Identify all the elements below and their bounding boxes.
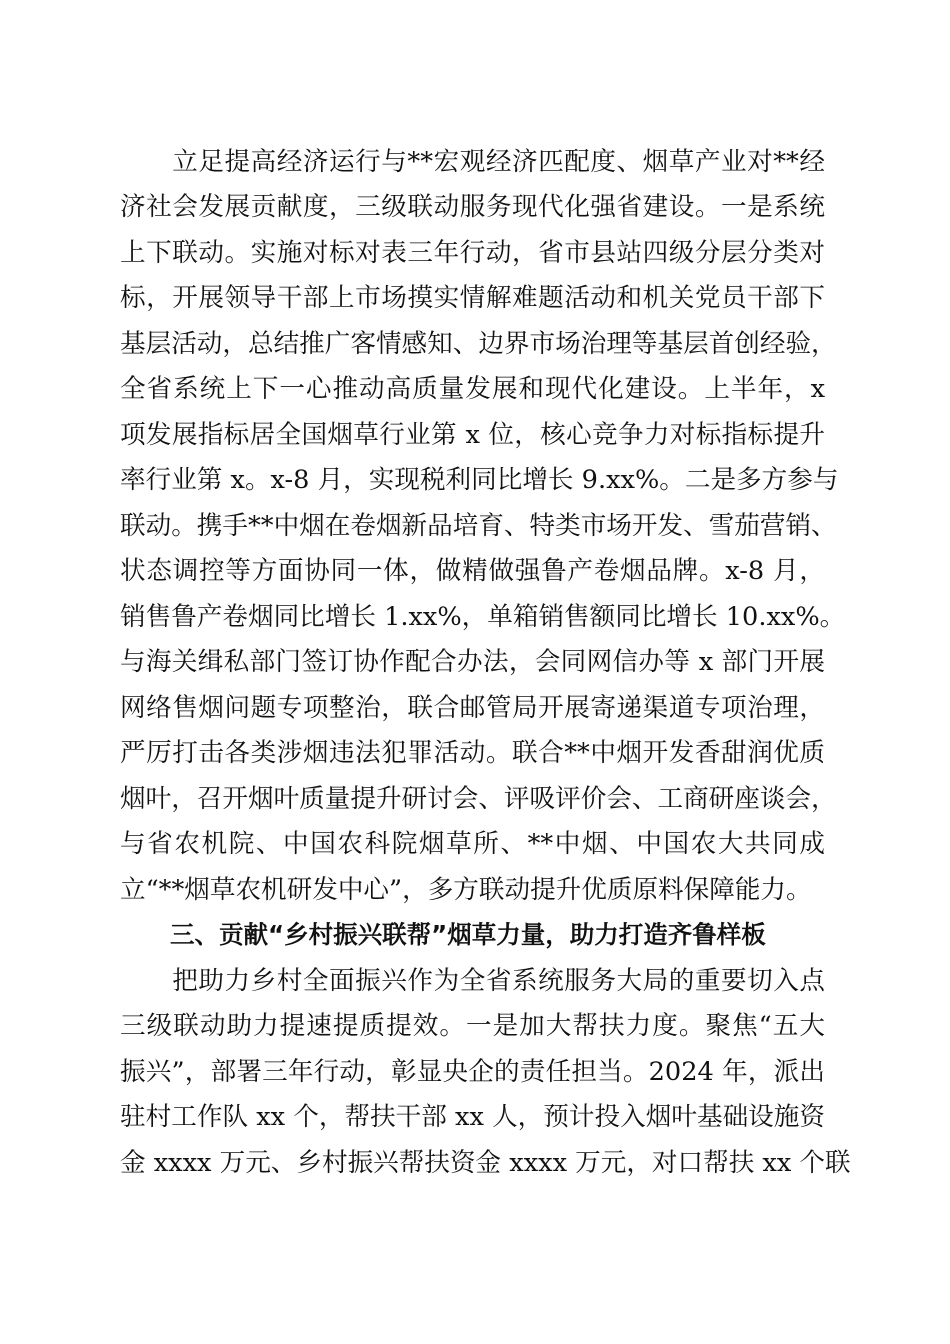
paragraph-line: 网络售烟问题专项整治，联合邮管局开展寄递渠道专项治理， (120, 693, 825, 723)
paragraph-line: 立足提高经济运行与**宏观经济匹配度、烟草产业对**经 (120, 147, 825, 177)
paragraph-line: 与海关缉私部门签订协作配合办法，会同网信办等 x 部门开展 (120, 647, 825, 677)
paragraph-line: 立“**烟草农机研发中心”，多方联动提升优质原料保障能力。 (120, 875, 812, 905)
paragraph-line: 全省系统上下一心推动高质量发展和现代化建设。上半年，x (120, 374, 825, 404)
paragraph-line: 烟叶，召开烟叶质量提升研讨会、评吸评价会、工商研座谈会， (120, 784, 837, 814)
paragraph-line: 率行业第 x。x-8 月，实现税利同比增长 9.xx%。二是多方参与 (120, 465, 839, 495)
paragraph-line: 销售鲁产卷烟同比增长 1.xx%，单箱销售额同比增长 10.xx%。 (120, 602, 846, 632)
paragraph-line: 金 xxxx 万元、乡村振兴帮扶资金 xxxx 万元，对口帮扶 xx 个联 (120, 1148, 851, 1178)
paragraph-line: 严厉打击各类涉烟违法犯罪活动。联合**中烟开发香甜润优质 (120, 738, 825, 768)
paragraph-line: 振兴”，部署三年行动，彰显央企的责任担当。2024 年，派出 (120, 1057, 825, 1087)
paragraph-line: 联动。携手**中烟在卷烟新品培育、特类市场开发、雪茄营销、 (120, 511, 837, 541)
paragraph-line: 三级联动助力提速提质提效。一是加大帮扶力度。聚焦“五大 (120, 1011, 825, 1041)
paragraph-line: 济社会发展贡献度，三级联动服务现代化强省建设。一是系统 (120, 192, 825, 222)
paragraph-line: 驻村工作队 xx 个，帮扶干部 xx 人，预计投入烟叶基础设施资 (120, 1102, 825, 1132)
section-heading: 三、贡献“乡村振兴联帮”烟草力量，助力打造齐鲁样板 (170, 920, 766, 949)
paragraph-line: 与省农机院、中国农科院烟草所、**中烟、中国农大共同成 (120, 829, 825, 859)
paragraph-line: 上下联动。实施对标对表三年行动，省市县站四级分层分类对 (120, 238, 825, 268)
paragraph-line: 项发展指标居全国烟草行业第 x 位，核心竞争力对标指标提升 (120, 420, 825, 450)
paragraph-line: 把助力乡村全面振兴作为全省系统服务大局的重要切入点 (120, 966, 825, 996)
paragraph-line: 基层活动，总结推广客情感知、边界市场治理等基层首创经验， (120, 329, 837, 359)
paragraph-line: 标，开展领导干部上市场摸实情解难题活动和机关党员干部下 (120, 283, 825, 313)
paragraph-line: 状态调控等方面协同一体，做精做强鲁产卷烟品牌。x-8 月， (120, 556, 825, 586)
